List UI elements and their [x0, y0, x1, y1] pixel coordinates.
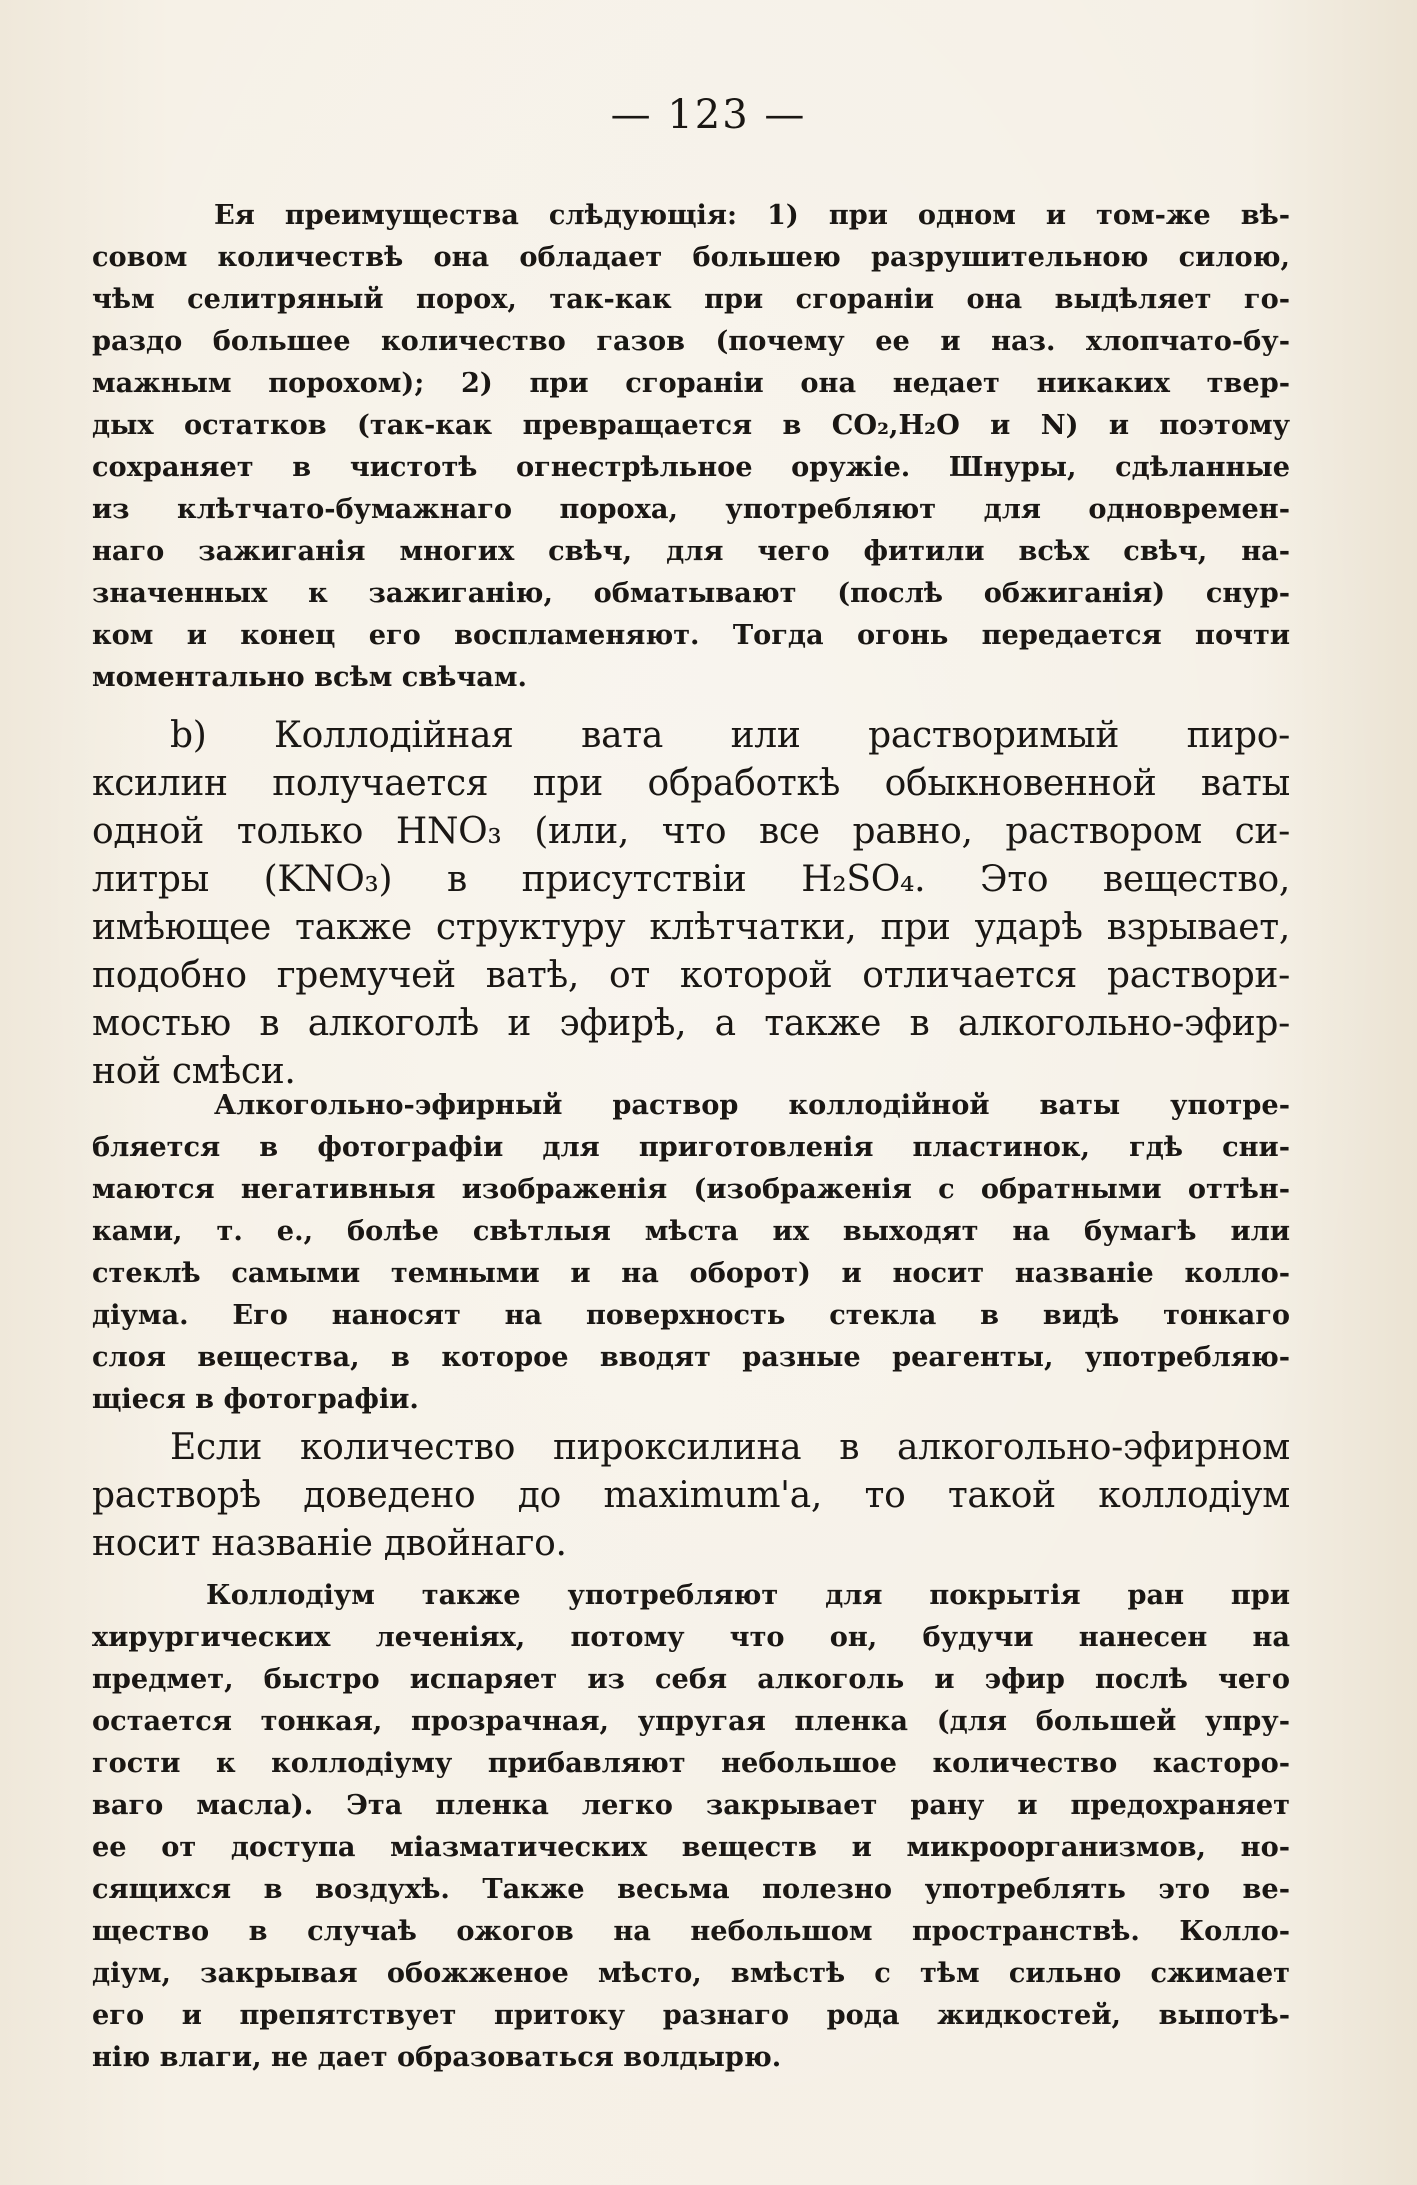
page-number: — 123 — [610, 92, 807, 138]
text-line: щество в случаѣ ожогов на небольшом пространствѣ. Колло- [92, 1915, 1290, 1947]
text-line: Коллодіум также употребляют для покрытія ран при [206, 1579, 1290, 1611]
text-line: ной смѣси. [92, 1051, 296, 1092]
text-line: значенных к зажиганію, обматывают (послѣ обжиганія) снур- [92, 577, 1290, 609]
text-line: стеклѣ самыми темными и на оборот) и носит названіе колло- [92, 1257, 1290, 1289]
text-line: сящихся в воздухѣ. Также весьма полезно употреблять это ве- [92, 1873, 1290, 1905]
text-line: Ея преимущества слѣдующія: 1) при одном и том-же вѣ- [214, 199, 1290, 231]
text-line: діум, закрывая обожженое мѣсто, вмѣстѣ с тѣм сильно сжимает [92, 1957, 1290, 1989]
text-line: b) Коллодійная вата или растворимый пиро- [170, 715, 1290, 756]
text-line: растворѣ доведено до maximum'а, то такой коллодіум [92, 1475, 1290, 1516]
text-line: ваго масла). Эта пленка легко закрывает рану и предохраняет [92, 1789, 1290, 1821]
text-line: предмет, быстро испаряет из себя алкоголь и эфир послѣ чего [92, 1663, 1290, 1695]
text-line: остается тонкая, прозрачная, упругая пленка (для большей упру- [92, 1705, 1290, 1737]
text-line: Если количество пироксилина в алкогольно-эфирном [170, 1427, 1290, 1468]
text-line: слоя вещества, в которое вводят разные реагенты, употребляю- [92, 1341, 1290, 1373]
text-line: из клѣтчато-бумажнаго пороха, употребляют для одновремен- [92, 493, 1290, 525]
text-line: діума. Его наносят на поверхность стекла в видѣ тонкаго [92, 1299, 1290, 1331]
text-line: дых остатков (так-как превращается в CO₂,H₂O и N) и поэтому [92, 409, 1290, 441]
text-line: щіеся в фотографіи. [92, 1383, 419, 1415]
text-line: ками, т. е., болѣе свѣтлыя мѣста их выходят на бумагѣ или [92, 1215, 1290, 1247]
text-line: хирургических леченіях, потому что он, будучи нанесен на [92, 1621, 1290, 1653]
text-line: моментально всѣм свѣчам. [92, 661, 527, 693]
text-line: сохраняет в чистотѣ огнестрѣльное оружіе. Шнуры, сдѣланные [92, 451, 1290, 483]
text-line: его и препятствует притоку разнаго рода жидкостей, выпотѣ- [92, 1999, 1290, 2031]
paragraph-1 [92, 194, 1290, 698]
paragraph-5 [92, 1574, 1290, 2078]
text-line: Алкогольно-эфирный раствор коллодійной ваты употре- [214, 1089, 1290, 1121]
paragraph-4 [92, 1424, 1290, 1568]
text-line: гости к коллодіуму прибавляют небольшое количество касторо- [92, 1747, 1290, 1779]
text-line: нію влаги, не дает образоваться волдырю. [92, 2041, 782, 2073]
text-line: бляется в фотографіи для приготовленія пластинок, гдѣ сни- [92, 1131, 1290, 1163]
text-line: одной только HNO₃ (или, что все равно, раствором си- [92, 811, 1290, 852]
text-line: наго зажиганія многих свѣч, для чего фитили всѣх свѣч, на- [92, 535, 1290, 567]
text-line: мажным порохом); 2) при сгораніи она недает никаких твер- [92, 367, 1290, 399]
text-line: маются негативныя изображенія (изображенія с обратными оттѣн- [92, 1173, 1290, 1205]
text-line: подобно гремучей ватѣ, от которой отличается раствори- [92, 955, 1290, 996]
text-line: ксилин получается при обработкѣ обыкновенной ваты [92, 763, 1290, 804]
text-line: имѣющее также структуру клѣтчатки, при ударѣ взрывает, [92, 907, 1290, 948]
paragraph-2 [92, 712, 1290, 1096]
paragraph-3 [92, 1084, 1290, 1420]
text-line: носит названіе двойнаго. [92, 1523, 567, 1564]
text-line: ком и конец его воспламеняют. Тогда огонь передается почти [92, 619, 1290, 651]
text-line: мостью в алкоголѣ и эфирѣ, а также в алкогольно-эфир- [92, 1003, 1290, 1044]
text-line: раздо большее количество газов (почему ее и наз. хлопчато-бу- [92, 325, 1290, 357]
text-line: ее от доступа міазматических веществ и микроорганизмов, но- [92, 1831, 1290, 1863]
text-line: литры (KNO₃) в присутствіи H₂SO₄. Это вещество, [92, 859, 1290, 900]
text-line: чѣм селитряный порох, так-как при сгораніи она выдѣляет го- [92, 283, 1290, 315]
text-line: совом количествѣ она обладает большею разрушительною силою, [92, 241, 1290, 273]
